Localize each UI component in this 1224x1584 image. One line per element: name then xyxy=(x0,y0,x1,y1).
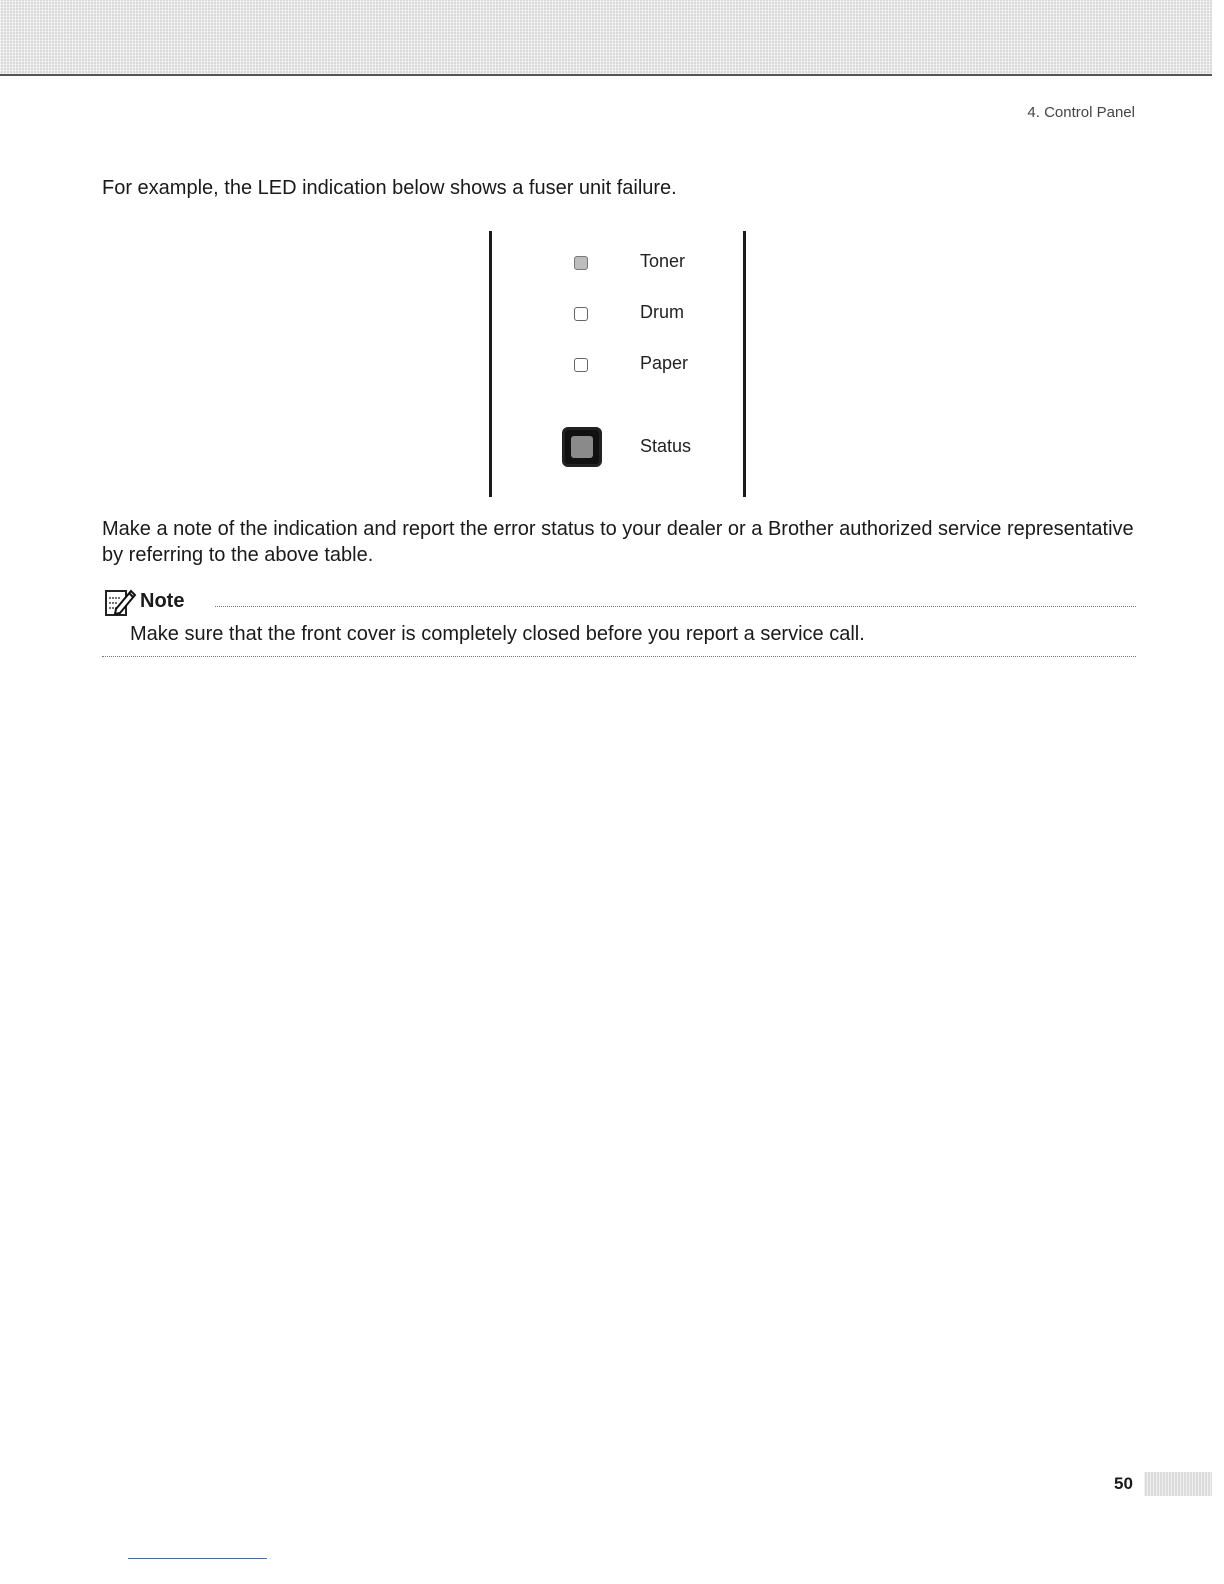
page-tab xyxy=(1144,1472,1212,1496)
drum-label: Drum xyxy=(640,302,684,322)
note-divider-top xyxy=(215,606,1136,607)
header-band xyxy=(0,0,1212,76)
status-led-icon xyxy=(562,427,602,467)
footer-rule xyxy=(128,1558,267,1559)
led-panel xyxy=(489,231,746,497)
led-row-drum xyxy=(492,299,743,329)
led-row-status xyxy=(492,427,743,467)
chapter-header: 4. Control Panel xyxy=(1027,104,1135,121)
note-pencil-icon xyxy=(104,587,136,617)
report-paragraph: Make a note of the indication and report the error status to your dealer or a Brother authorized service representative by referring to the above table. xyxy=(102,518,1134,566)
paper-led-icon xyxy=(574,358,588,372)
led-row-paper xyxy=(492,350,743,380)
status-label: Status xyxy=(640,436,692,456)
intro-paragraph: For example, the LED indication below shows a fuser unit failure. xyxy=(102,177,677,199)
note-title: Note xyxy=(140,590,185,612)
note-text: Make sure that the front cover is completely closed before you report a service call. xyxy=(130,623,865,645)
led-row-toner xyxy=(492,248,743,278)
paper-label: Paper xyxy=(640,353,689,373)
toner-label: Toner xyxy=(640,251,686,271)
drum-led-icon xyxy=(574,307,588,321)
toner-led-icon xyxy=(574,256,588,270)
note-divider-bottom xyxy=(102,656,1136,657)
page-number: 50 xyxy=(1114,1474,1133,1493)
